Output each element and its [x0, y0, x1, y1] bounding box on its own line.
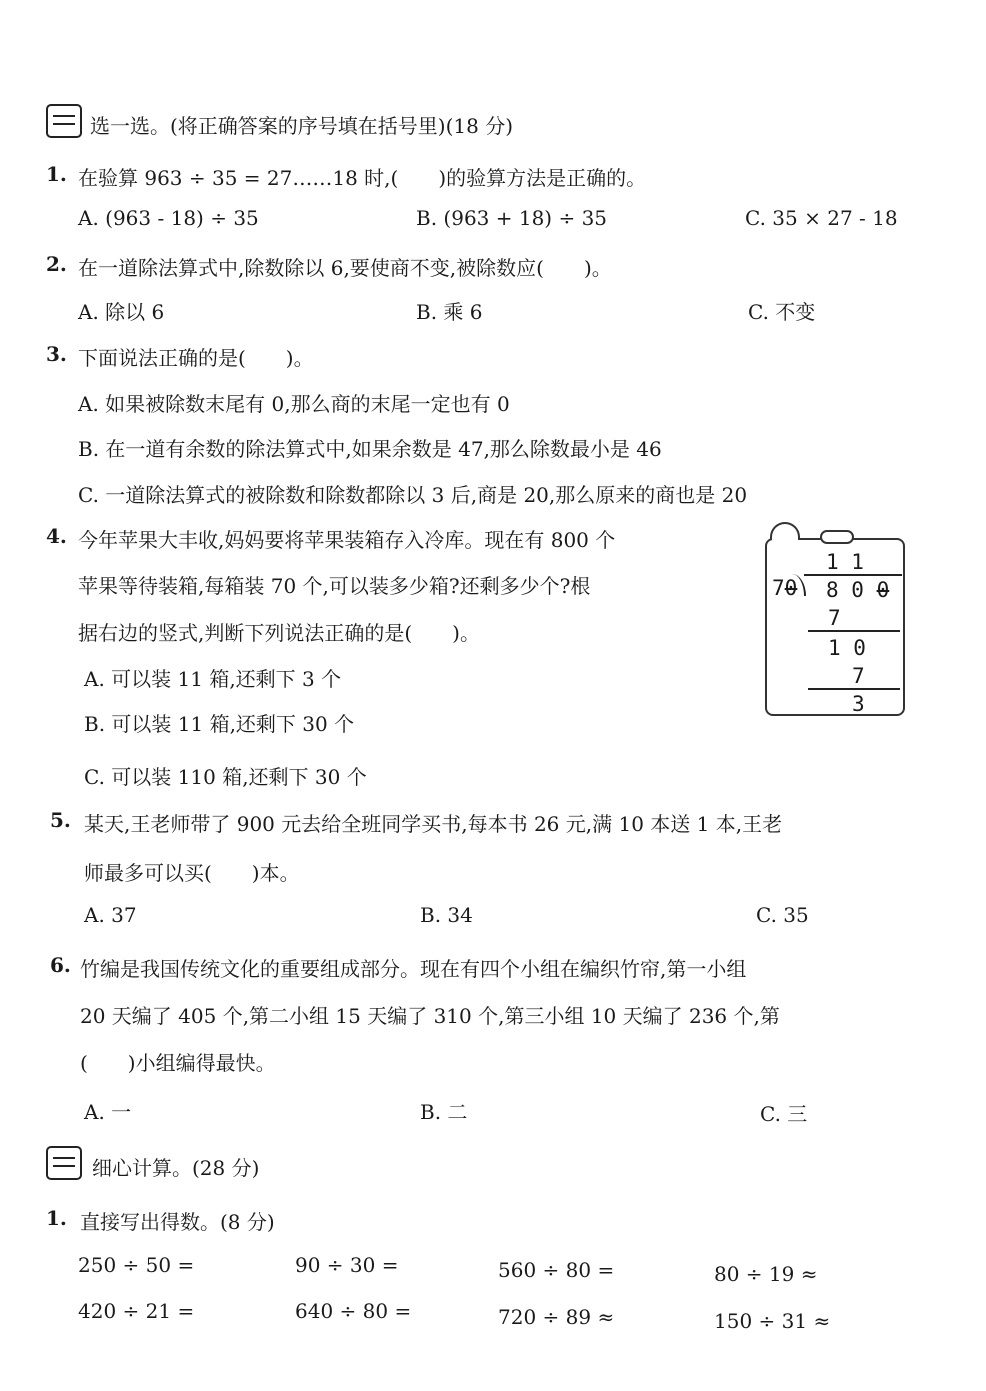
section-title: 选一选。(将正确答案的序号填在括号里)(18 分)	[90, 114, 514, 138]
option-b: B. 乘 6	[416, 300, 483, 324]
struck-zero: 0	[876, 578, 890, 602]
question-number: 6.	[50, 953, 71, 977]
section-icon	[46, 104, 82, 138]
calc-item: 250 ÷ 50 =	[78, 1253, 195, 1277]
question-text: 在验算 963 ÷ 35 = 27……18 时,( )的验算方法是正确的。	[78, 166, 647, 190]
option-a: A. 如果被除数末尾有 0,那么商的末尾一定也有 0	[78, 392, 510, 416]
option-c: C. 不变	[748, 300, 816, 324]
option-b: B. 可以装 11 箱,还剩下 30 个	[84, 712, 355, 736]
calc-item: 720 ÷ 89 ≈	[498, 1305, 615, 1329]
division-divisor: 70	[772, 576, 798, 600]
option-a: A. 可以装 11 箱,还剩下 3 个	[84, 667, 342, 691]
option-a: A. 除以 6	[78, 300, 165, 324]
division-bar	[804, 574, 902, 576]
option-a: A. (963 - 18) ÷ 35	[78, 206, 259, 230]
question-text-line: 今年苹果大丰收,妈妈要将苹果装箱存入冷库。现在有 800 个	[78, 528, 616, 552]
option-a: A. 一	[84, 1100, 132, 1124]
option-c: C. 三	[760, 1102, 808, 1126]
division-dividend: 8 0 0	[826, 578, 890, 602]
division-line	[808, 630, 900, 632]
option-c: C. 35 × 27 - 18	[745, 206, 898, 230]
option-c: C. 可以装 110 箱,还剩下 30 个	[84, 765, 367, 789]
question-text-line: 师最多可以买( )本。	[84, 861, 300, 885]
calc-item: 150 ÷ 31 ≈	[714, 1309, 831, 1333]
question-text: 在一道除法算式中,除数除以 6,要使商不变,被除数应( )。	[78, 256, 612, 280]
calc-item: 420 ÷ 21 =	[78, 1299, 195, 1323]
calc-item: 640 ÷ 80 =	[295, 1299, 412, 1323]
option-a: A. 37	[84, 903, 137, 927]
calc-item: 560 ÷ 80 =	[498, 1258, 615, 1282]
option-b: B. 在一道有余数的除法算式中,如果余数是 47,那么除数最小是 46	[78, 437, 662, 461]
question-text-line: 据右边的竖式,判断下列说法正确的是( )。	[78, 621, 480, 645]
division-quotient: 1 1	[826, 550, 864, 574]
section-icon	[46, 1146, 82, 1180]
question-number: 1.	[46, 162, 67, 186]
question-number: 1.	[46, 1206, 67, 1230]
division-line	[808, 688, 900, 690]
option-b: B. (963 + 18) ÷ 35	[416, 206, 608, 230]
division-step: 7	[852, 664, 865, 688]
question-text: 下面说法正确的是( )。	[78, 346, 314, 370]
question-text-line: ( )小组编得最快。	[80, 1051, 276, 1075]
sun-icon	[770, 522, 800, 540]
question-text-line: 竹编是我国传统文化的重要组成部分。现在有四个小组在编织竹帘,第一小组	[80, 957, 747, 981]
option-c: C. 一道除法算式的被除数和除数都除以 3 后,商是 20,那么原来的商也是 20	[78, 483, 748, 507]
option-c: C. 35	[756, 903, 809, 927]
calc-item: 90 ÷ 30 =	[295, 1253, 399, 1277]
option-b: B. 34	[420, 903, 473, 927]
cloud-icon	[820, 530, 854, 544]
question-text-line: 苹果等待装箱,每箱装 70 个,可以装多少箱?还剩多少个?根	[78, 574, 591, 598]
question-number: 5.	[50, 808, 71, 832]
option-b: B. 二	[420, 1100, 468, 1124]
question-text-line: 20 天编了 405 个,第二小组 15 天编了 310 个,第三小组 10 天编了 236 个,第	[80, 1004, 780, 1028]
division-step: 1 0	[828, 636, 866, 660]
struck-zero: 0	[784, 576, 798, 600]
question-number: 3.	[46, 342, 67, 366]
section-title: 细心计算。(28 分)	[92, 1156, 260, 1180]
calc-item: 80 ÷ 19 ≈	[714, 1262, 818, 1286]
question-text-line: 某天,王老师带了 900 元去给全班同学买书,每本书 26 元,满 10 本送 1 本,王老	[84, 812, 783, 836]
question-number: 4.	[46, 524, 67, 548]
question-number: 2.	[46, 252, 67, 276]
division-remainder: 3	[852, 692, 865, 716]
question-text: 直接写出得数。(8 分)	[80, 1210, 275, 1234]
division-step: 7	[828, 606, 841, 630]
